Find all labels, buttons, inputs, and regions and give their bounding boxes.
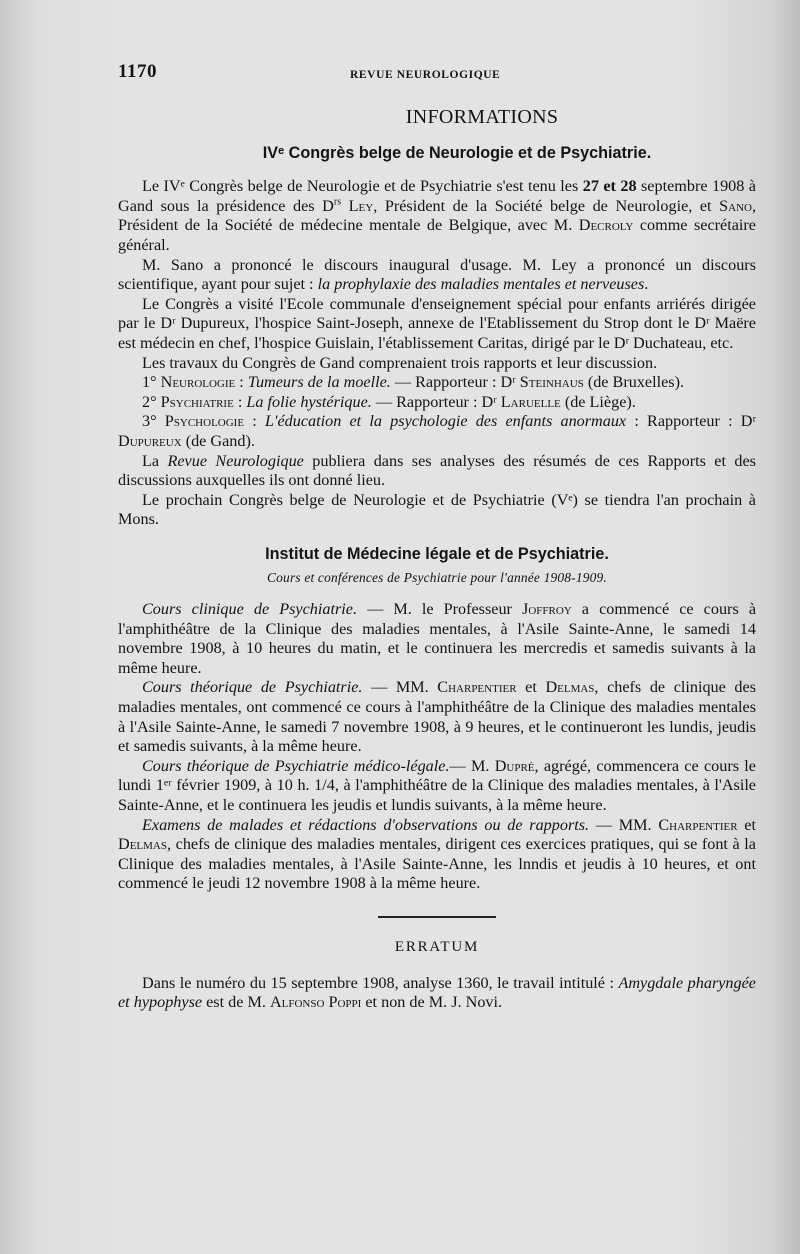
text: publiera dans ses analyses des résumés de ces Rapports et des discussions auxquelles ils ont donné lieu.: [118, 451, 756, 490]
item-topic: L'éducation et la psychologie des enfants anormaux: [264, 412, 627, 431]
discourse-topic: la prophylaxie des maladies mentales et nerveuses: [317, 275, 645, 294]
course-paragraph: [118, 600, 756, 678]
person-name: Delmas: [118, 835, 167, 854]
text: Le IVᵉ Congrès belge de Neurologie et de Psychiatrie s'est tenu les: [142, 177, 583, 196]
text: Dans le numéro du 15 septembre 1908, analyse 1360, le travail intitulé :: [142, 973, 619, 992]
text: :: [233, 392, 247, 411]
text: comme secrétaire général.: [118, 216, 756, 254]
text: — Rapporteur : Dʳ: [371, 392, 501, 411]
item-field: Neurologie: [160, 373, 236, 392]
text: et: [516, 678, 546, 697]
person-name: Charpentier: [437, 678, 517, 697]
rapporteur-name: Steinhaus: [519, 373, 584, 392]
congres-paragraph-2: [118, 256, 756, 295]
text: — MM.: [589, 815, 659, 834]
text: — M. le Professeur: [357, 600, 523, 619]
item-number: 1°: [142, 373, 161, 392]
congres-paragraph-5: [118, 452, 756, 491]
rapport-item: [118, 373, 756, 393]
rapports-list: [118, 373, 756, 451]
institut-title: Institut de Médecine légale et de Psychiatrie.: [265, 544, 609, 563]
person-name: Sano: [719, 196, 752, 215]
person-name: Alfonso Poppi: [269, 993, 362, 1012]
journal-name: Revue Neurologique: [167, 451, 304, 470]
text: (de Gand).: [181, 431, 255, 450]
course-name: Cours théorique de Psychiatrie médico-légale.: [142, 756, 450, 775]
section-gap: [118, 530, 756, 545]
congres-paragraph-4: Les travaux du Congrès de Gand comprenaient trois rapports et leur discussion.: [142, 353, 658, 372]
congres-paragraph-3: Le Congrès a visité l'Ecole communale d'enseignement spécial pour enfants arriérés dirigée par le Dʳ Dupureux, l'hospice Saint-Joseph, annexe de l'Etablissement du Strop dont le Dʳ Maëre est médecin en chef, l'hospice Guislain, l'établissement Caritas, dirigé par le Dʳ Duchateau, etc.: [118, 294, 756, 352]
text: : Rapporteur : Dʳ: [626, 412, 756, 431]
person-name: Charpentier: [658, 815, 738, 834]
text: [341, 197, 349, 215]
item-field: Psychologie: [164, 412, 245, 431]
text: — Rapporteur : Dʳ: [390, 373, 520, 392]
text: , Président de la Société belge de Neurologie, et: [373, 196, 720, 215]
journal-page: [118, 62, 756, 1013]
course-paragraph: [118, 816, 756, 894]
text: , chefs de clinique des maladies mentales, dirigent ces exercices pratiques, qui se font à la Clinique des maladies mentales, à l'Asile Sainte-Anne, les lnndis et jeudis à 10 heures, et ont commencé le jeudi 12 novembre 1908 à la même heure.: [118, 835, 756, 893]
text: , chefs de clinique des maladies mentales, ont commencé ce cours à l'amphithéâtre de la Clinique des maladies mentales à l'Asile Sainte-Anne, le samedi 7 novembre 1908, à 9 heures, et le continueront les lundis, jeudis et samedis suivants, à la même heure.: [118, 678, 757, 756]
congres-paragraph-6: Le prochain Congrès belge de Neurologie et de Psychiatrie (Vᵉ) se tiendra l'an prochain à Mons.: [118, 490, 756, 529]
person-name: Delmas: [545, 678, 595, 697]
text: et: [737, 815, 756, 834]
page-number: 1170: [118, 61, 157, 82]
erratum-heading: ERRATUM: [394, 938, 480, 955]
item-topic: La folie hystérique.: [246, 392, 372, 411]
section-divider: [378, 916, 496, 918]
journal-title: REVUE NEUROLOGIQUE: [350, 69, 501, 81]
text: , agrégé, commencera ce cours le lundi 1ᵉʳ février 1909, à 10 h. 1/4, à l'amphithéâtre de la Clinique des maladies mentales, à l'Asile Sainte-Anne, et le continuera les jeudis et lundis suivants, à la même heure.: [118, 756, 756, 814]
text: est de M.: [202, 993, 270, 1012]
person-name: Decroly: [578, 216, 634, 235]
text: :: [235, 373, 248, 392]
erratum-paragraph: [118, 974, 756, 1013]
person-name: Dupré: [494, 756, 535, 775]
congres-dates: 27 et 28: [582, 177, 637, 196]
item-number: 3°: [142, 412, 165, 431]
person-name: Ley: [348, 196, 374, 215]
text: , Président de la Société de médecine mentale de Belgique, avec M.: [118, 196, 757, 235]
main-heading: INFORMATIONS: [405, 106, 559, 128]
text: septembre 1908 à Gand sous la présidence des D: [118, 177, 756, 215]
course-name: Examens de malades et rédactions d'observations ou de rapports.: [142, 815, 590, 834]
rapporteur-name: Dupureux: [118, 431, 182, 450]
congres-paragraph-1: [118, 177, 756, 255]
item-topic: Tumeurs de la moelle.: [247, 373, 391, 392]
text: a commencé ce cours à l'amphithéâtre de la Clinique des maladies mentales, à l'Asile Sainte-Anne, le samedi 14 novembre 1908, à 10 heures du matin, et le continuera les mercredis et samedis suivants à la même heure.: [118, 600, 757, 677]
item-number: 2°: [142, 392, 161, 411]
person-name: Joffroy: [522, 600, 572, 619]
text: :: [244, 412, 265, 431]
work-title: Amygdale pharyngée et hypophyse: [118, 973, 756, 1012]
text: .: [644, 275, 649, 294]
text: La: [142, 451, 168, 470]
course-name: Cours clinique de Psychiatrie.: [142, 600, 357, 619]
item-field: Psychiatrie: [160, 392, 234, 411]
rapport-item: [118, 412, 756, 451]
institut-subtitle: Cours et conférences de Psychiatrie pour l'année 1908-1909.: [267, 570, 607, 586]
rapporteur-name: Laruelle: [500, 392, 561, 411]
text: (de Liège).: [560, 392, 636, 411]
running-head: [118, 62, 756, 86]
text: (de Bruxelles).: [583, 373, 685, 392]
text: — M.: [449, 756, 495, 775]
rapport-item: [118, 393, 756, 413]
course-paragraph: [118, 757, 756, 816]
text: — MM.: [362, 678, 438, 697]
congres-title: IVᵉ Congrès belge de Neurologie et de Psychiatrie.: [262, 143, 652, 162]
course-name: Cours théorique de Psychiatrie.: [142, 678, 363, 697]
superscript: rs: [333, 196, 342, 208]
course-paragraph: [118, 678, 756, 756]
text: et non de M. J. Novi.: [361, 993, 503, 1012]
text: M. Sano a prononcé le discours inaugural d'usage. M. Ley a prononcé un discours scientifique, ayant pour sujet :: [118, 255, 756, 294]
